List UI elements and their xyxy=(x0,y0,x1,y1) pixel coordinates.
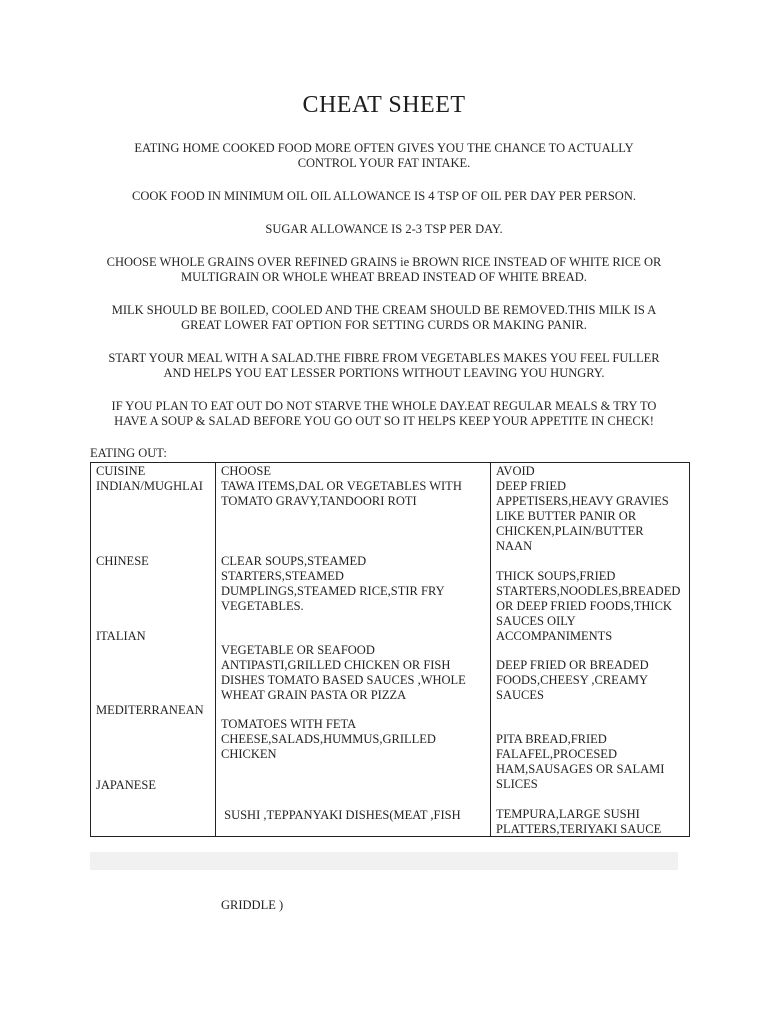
paragraph-line: HAVE A SOUP & SALAD BEFORE YOU GO OUT SO IT HELPS KEEP YOUR APPETITE IN CHECK! xyxy=(114,414,654,428)
cell-line: CHICKEN xyxy=(221,747,277,761)
choose-chinese xyxy=(221,554,445,614)
paragraph-salad xyxy=(100,351,668,381)
cell-line: VEGETABLES. xyxy=(221,599,304,613)
cell-line: THICK SOUPS,FRIED xyxy=(496,569,616,583)
paragraph-line: START YOUR MEAL WITH A SALAD.THE FIBRE FROM VEGETABLES MAKES YOU FEEL FULLER xyxy=(108,351,660,365)
paragraph-line: SUGAR ALLOWANCE IS 2-3 TSP PER DAY. xyxy=(265,222,503,236)
eating-out-table xyxy=(90,462,690,912)
cell-line: DEEP FRIED xyxy=(496,479,567,493)
avoid-mediterranean xyxy=(496,732,664,792)
paragraph-line: CHOOSE WHOLE GRAINS OVER REFINED GRAINS ie BROWN RICE INSTEAD OF WHITE RICE OR xyxy=(106,255,662,269)
paragraph-whole-grains xyxy=(100,255,668,285)
paragraph-line: MILK SHOULD BE BOILED, COOLED AND THE CREAM SHOULD BE REMOVED.THIS MILK IS A xyxy=(111,303,657,317)
cell-line: LIKE BUTTER PANIR OR xyxy=(496,509,637,523)
cell-line: CLEAR SOUPS,STEAMED xyxy=(221,554,367,568)
avoid-indian xyxy=(496,479,669,554)
paragraph-line: COOK FOOD IN MINIMUM OIL OIL ALLOWANCE IS 4 TSP OF OIL PER DAY PER PERSON. xyxy=(132,189,636,203)
avoid-italian xyxy=(496,658,649,703)
cuisine-japanese: JAPANESE xyxy=(96,778,156,792)
cell-line: DISHES TOMATO BASED SAUCES ,WHOLE xyxy=(221,673,466,687)
choose-indian xyxy=(221,479,462,509)
cell-line: CHICKEN,PLAIN/BUTTER xyxy=(496,524,644,538)
paragraph-line: EATING HOME COOKED FOOD MORE OFTEN GIVES YOU THE CHANCE TO ACTUALLY xyxy=(134,141,634,155)
cell-line: GRIDDLE ) xyxy=(221,898,284,912)
footer-bar xyxy=(90,852,678,870)
paragraph-eat-out xyxy=(100,399,668,429)
paragraph-line: IF YOU PLAN TO EAT OUT DO NOT STARVE THE WHOLE DAY.EAT REGULAR MEALS & TRY TO xyxy=(111,399,657,413)
paragraph-line: MULTIGRAIN OR WHOLE WHEAT BREAD INSTEAD OF WHITE BREAD. xyxy=(181,270,587,284)
paragraph-line: AND HELPS YOU EAT LESSER PORTIONS WITHOUT LEAVING YOU HUNGRY. xyxy=(163,366,605,380)
cell-line: FOODS,CHEESY ,CREAMY xyxy=(496,673,648,687)
cell-line: STARTERS,NOODLES,BREADED xyxy=(496,584,681,598)
paragraph-oil xyxy=(100,189,668,204)
header-cuisine: CUISINE xyxy=(96,464,146,478)
cell-line: ANTIPASTI,GRILLED CHICKEN OR FISH xyxy=(221,658,451,672)
column-divider xyxy=(490,463,491,836)
cell-line: ACCOMPANIMENTS xyxy=(496,629,613,643)
cell-line: DUMPLINGS,STEAMED RICE,STIR FRY xyxy=(221,584,445,598)
cell-line: OR DEEP FRIED FOODS,THICK xyxy=(496,599,672,613)
cell-line: STARTERS,STEAMED xyxy=(221,569,344,583)
cell-line: TOMATOES WITH FETA xyxy=(221,717,357,731)
cell-line: SUSHI ,TEPPANYAKI DISHES(MEAT ,FISH xyxy=(221,808,461,822)
cuisine-indian: INDIAN/MUGHLAI xyxy=(96,479,203,493)
column-divider xyxy=(215,463,216,836)
avoid-japanese xyxy=(496,807,661,837)
cell-line: TOMATO GRAVY,TANDOORI ROTI xyxy=(221,494,417,508)
cell-line: TAWA ITEMS,DAL OR VEGETABLES WITH xyxy=(221,479,462,493)
header-choose: CHOOSE xyxy=(221,464,272,478)
cell-line: PLATTERS,TERIYAKI SAUCE xyxy=(496,822,662,836)
cell-line: DEEP FRIED OR BREADED xyxy=(496,658,649,672)
cell-line: PITA BREAD,FRIED xyxy=(496,732,607,746)
cuisine-chinese: CHINESE xyxy=(96,554,149,568)
paragraph-line: CONTROL YOUR FAT INTAKE. xyxy=(297,156,471,170)
cell-line: NAAN xyxy=(496,539,533,553)
paragraph-line: GREAT LOWER FAT OPTION FOR SETTING CURDS OR MAKING PANIR. xyxy=(181,318,587,332)
eating-out-label: EATING OUT: xyxy=(90,446,167,460)
cuisine-italian: ITALIAN xyxy=(96,629,146,643)
cell-line: TEMPURA,LARGE SUSHI xyxy=(496,807,640,821)
cell-line: HAM,SAUSAGES OR SALAMI xyxy=(496,762,665,776)
choose-italian xyxy=(221,643,466,703)
cell-line: SAUCES OILY xyxy=(496,614,576,628)
cell-line: FALAFEL,PROCESED xyxy=(496,747,617,761)
page-title: CHEAT SHEET xyxy=(302,92,466,118)
cell-line: SAUCES xyxy=(496,688,544,702)
paragraph-sugar xyxy=(100,222,668,237)
header-avoid: AVOID xyxy=(496,464,535,478)
cuisine-mediterranean: MEDITERRANEAN xyxy=(96,703,204,717)
cell-line: SLICES xyxy=(496,777,538,791)
cell-line: VEGETABLE OR SEAFOOD xyxy=(221,643,375,657)
paragraph-milk xyxy=(100,303,668,333)
avoid-chinese xyxy=(496,569,680,644)
choose-mediterranean xyxy=(221,717,436,762)
cell-line: WHEAT GRAIN PASTA OR PIZZA xyxy=(221,688,407,702)
paragraph-home-cooked xyxy=(100,141,668,171)
cell-line: APPETISERS,HEAVY GRAVIES xyxy=(496,494,669,508)
cell-line: CHEESE,SALADS,HUMMUS,GRILLED xyxy=(221,732,436,746)
